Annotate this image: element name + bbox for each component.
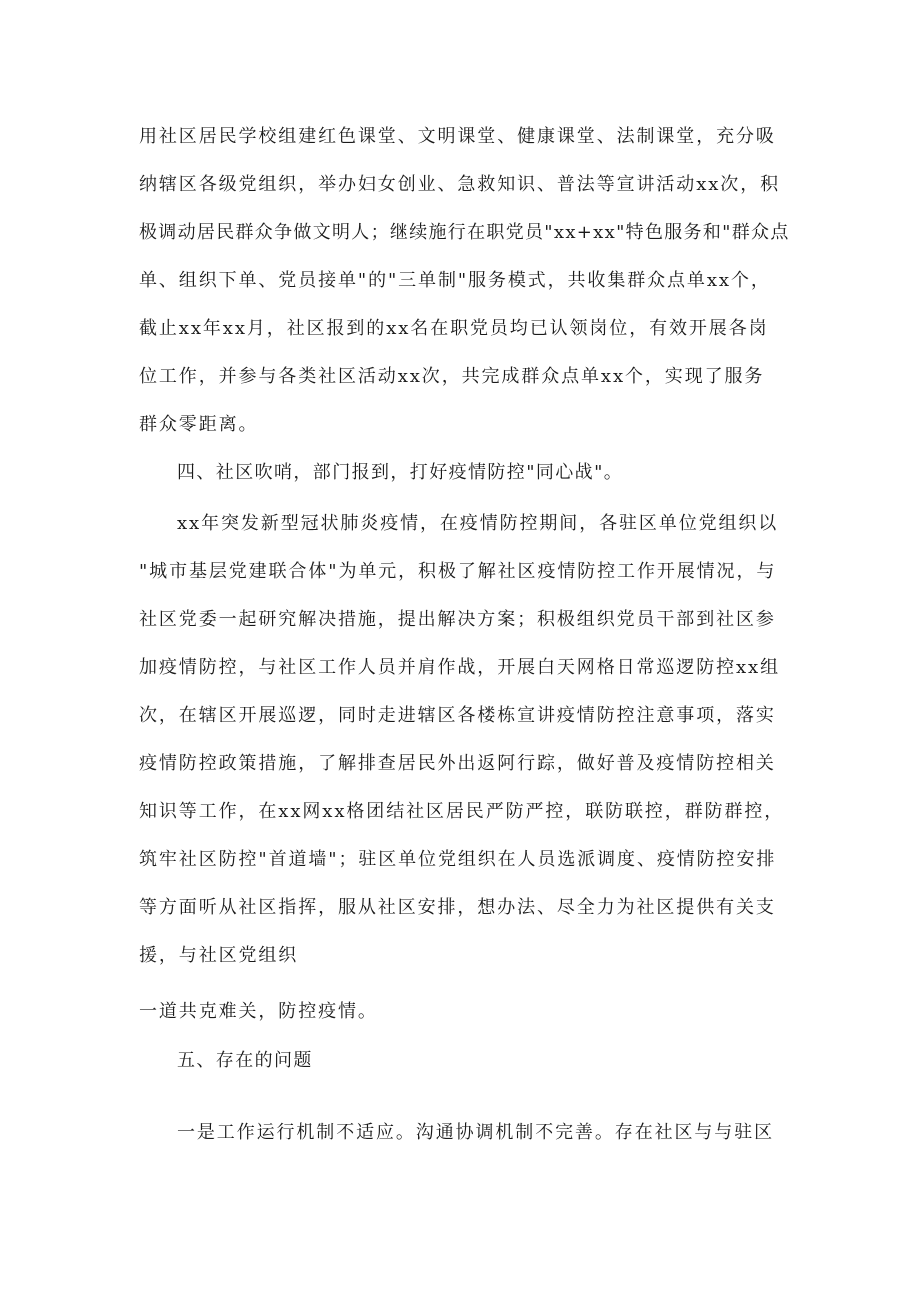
text-line: 一道共克难关，防控疫情。: [139, 1001, 378, 1022]
text-line: 极调动居民群众争做文明人；继续施行在职党员"xx+xx"特色服务和"群众点: [139, 222, 790, 243]
section-heading-existing-problems: [139, 1037, 795, 1085]
paragraph-epidemic-response: [139, 500, 795, 980]
text-line: 次，在辖区开展巡逻，同时走进辖区各楼栋宣讲疫情防控注意事项，落实: [139, 705, 776, 726]
heading-line: 五、存在的问题: [177, 1050, 313, 1071]
text-line: 一是工作运行机制不适应。沟通协调机制不完善。存在社区与与驻区: [177, 1122, 774, 1143]
section-heading-epidemic-control: [139, 449, 795, 497]
paragraph-work-mechanism: [139, 1109, 795, 1157]
heading-line: 四、社区吹哨，部门报到，打好疫情防控"同心战"。: [177, 462, 624, 483]
text-line: 援，与社区党组织: [139, 945, 299, 966]
text-line: 纳辖区各级党组织，举办妇女创业、急救知识、普法等宣讲活动xx次，积: [139, 174, 780, 195]
text-line: 疫情防控政策措施，了解排查居民外出返阿行踪，做好普及疫情防控相关: [139, 753, 776, 774]
text-line: 群众零距离。: [139, 414, 259, 435]
text-line: 位工作，并参与各类社区活动xx次，共完成群众点单xx个，实现了服务: [139, 366, 765, 387]
text-line: 筑牢社区防控"首道墙"；驻区单位党组织在人员选派调度、疫情防控安排: [139, 849, 777, 870]
text-line: xx年突发新型冠状肺炎疫情，在疫情防控期间，各驻区单位党组织以: [177, 513, 779, 534]
text-line: 知识等工作，在xx网xx格团结社区居民严防严控，联防联控，群防群控，: [139, 801, 785, 822]
text-line: 单、组织下单、党员接单"的"三单制"服务模式，共收集群众点单xx个，: [139, 270, 771, 291]
paragraph-continuation: [139, 988, 795, 1036]
paragraph-community-school-services: [139, 113, 795, 449]
text-line: 社区党委一起研究解决措施，提出解决方案；积极组织党员干部到社区参: [139, 609, 776, 630]
text-line: 用社区居民学校组建红色课堂、文明课堂、健康课堂、法制课堂，充分吸: [139, 126, 776, 147]
text-line: "城市基层党建联合体"为单元，积极了解社区疫情防控工作开展情况，与: [139, 561, 777, 582]
text-line: 等方面听从社区指挥，服从社区安排，想办法、尽全力为社区提供有关支: [139, 897, 776, 918]
text-line: 截止xx年xx月，社区报到的xx名在职党员均已认领岗位，有效开展各岗: [139, 318, 769, 339]
text-line: 加疫情防控，与社区工作人员并肩作战，开展白天网格日常巡逻防控xx组: [139, 657, 780, 678]
